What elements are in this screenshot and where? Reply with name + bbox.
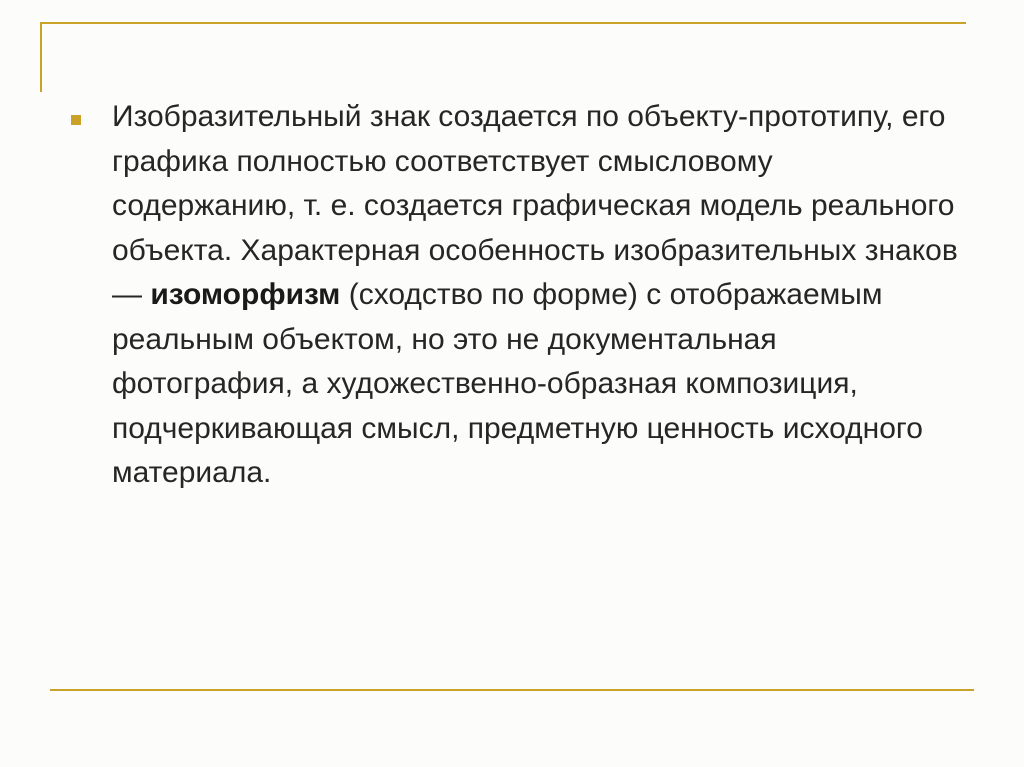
bullet-square-icon <box>71 115 81 125</box>
bullet-text-before: Изобразительный знак создается по объекту-прототипу, его графика полностью соответствует смысловому содержанию, т. е. создается графическая модель реального объекта. Характерная особенность изобразительных знаков — <box>112 100 958 311</box>
top-rule <box>40 22 966 24</box>
bullet-text-after: (сходство по форме) с отображаемым реальным объектом, но это не документальная фотография, а художественно-образная композиция, подчеркивающая смысл, предметную ценность исходного материала. <box>112 278 923 489</box>
bold-term: изоморфизм <box>150 278 341 311</box>
bullet-text <box>112 95 962 496</box>
left-rule <box>40 22 42 92</box>
bottom-rule <box>50 689 974 691</box>
